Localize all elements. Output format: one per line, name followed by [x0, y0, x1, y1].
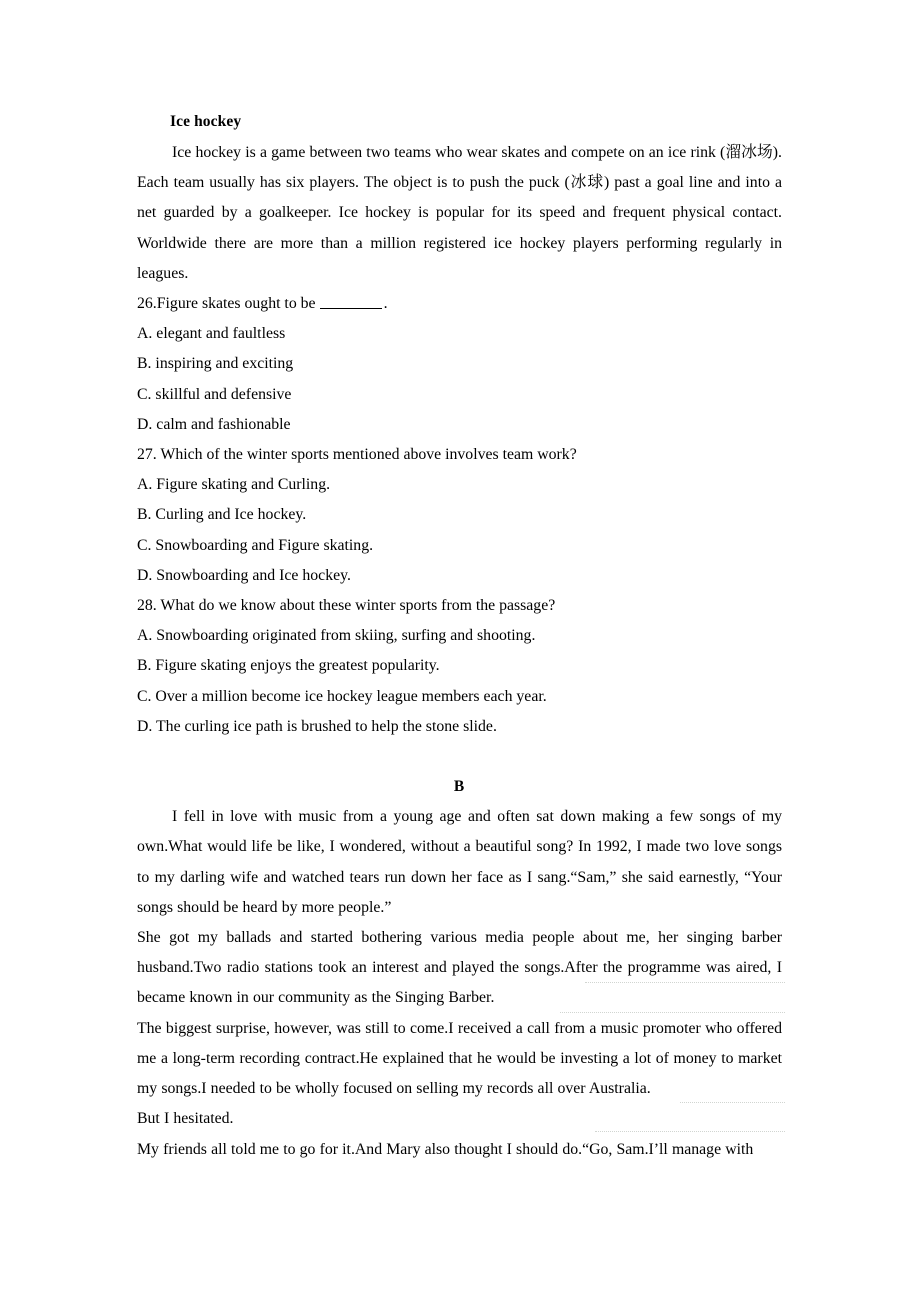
answer-blank[interactable] [320, 295, 382, 309]
question-26-stem [137, 289, 782, 319]
passage-b-paragraph-5: My friends all told me to go for it.And Mary also thought I should do.“Go, Sam.I’ll manage with [137, 1140, 754, 1158]
passage-b-paragraph-3: The biggest surprise, however, was still to come.I received a call from a music promoter who offered me a long-term recording contract.He explained that he would be investing a lot of money to market my songs.I needed to be wholly focused on selling my records all over Australia. [137, 1019, 782, 1098]
question-28-option-d[interactable]: D. The curling ice path is brushed to help the stone slide. [137, 717, 497, 735]
question-28 [137, 591, 782, 742]
question-26 [137, 289, 782, 440]
question-26-option-d[interactable]: D. calm and fashionable [137, 415, 291, 433]
passage-a [137, 112, 782, 289]
question-28-option-a[interactable]: A. Snowboarding originated from skiing, surfing and shooting. [137, 627, 536, 645]
question-27-option-b[interactable]: B. Curling and Ice hockey. [137, 506, 307, 524]
question-27-stem: 27. Which of the winter sports mentioned above involves team work? [137, 446, 577, 464]
question-27-option-c[interactable]: C. Snowboarding and Figure skating. [137, 536, 374, 554]
question-26-option-c[interactable]: C. skillful and defensive [137, 385, 292, 403]
document-content [137, 112, 782, 1165]
passage-b-paragraph-2: She got my ballads and started bothering various media people about me, her singing barber husband.Two radio stations took an interest and played the songs.After the programme was aired, I became known in our community as the Singing Barber. [137, 929, 782, 1007]
section-spacer [137, 742, 782, 772]
question-27 [137, 440, 782, 591]
question-26-stem-suffix: . [383, 295, 388, 313]
question-27-option-a[interactable]: A. Figure skating and Curling. [137, 476, 331, 494]
question-28-option-c[interactable]: C. Over a million become ice hockey league members each year. [137, 687, 547, 705]
passage-b [137, 772, 782, 1165]
question-27-option-d[interactable]: D. Snowboarding and Ice hockey. [137, 566, 351, 584]
question-26-stem-text: 26.Figure skates ought to be [137, 295, 316, 313]
question-28-option-b[interactable]: B. Figure skating enjoys the greatest popularity. [137, 657, 440, 675]
passage-b-section-label: B [453, 778, 465, 796]
passage-a-body: Ice hockey is a game between two teams who wear skates and compete on an ice rink (溜冰场). Each team usually has six players. The object is to push the puck (冰球) past a goal line and into a net guarded by a goalkeeper. Ice hockey is popular for its speed and frequent physical contact. Worldwide there are more than a million registered ice hockey players performing regularly in leagues. [137, 144, 782, 282]
passage-a-title: Ice hockey [170, 113, 242, 130]
question-26-option-b[interactable]: B. inspiring and exciting [137, 355, 294, 373]
passage-b-paragraph-4: But I hesitated. [137, 1110, 234, 1128]
question-28-stem: 28. What do we know about these winter sports from the passage? [137, 597, 556, 615]
question-26-option-a[interactable]: A. elegant and faultless [137, 325, 286, 343]
passage-b-paragraph-1: I fell in love with music from a young age and often sat down making a few songs of my own.What would life be like, I wondered, without a beautiful song? In 1992, I made two love songs to my darling wife and watched tears run down her face as I sang.“Sam,” she said earnestly, “Your songs should be heard by more people.” [137, 808, 782, 916]
